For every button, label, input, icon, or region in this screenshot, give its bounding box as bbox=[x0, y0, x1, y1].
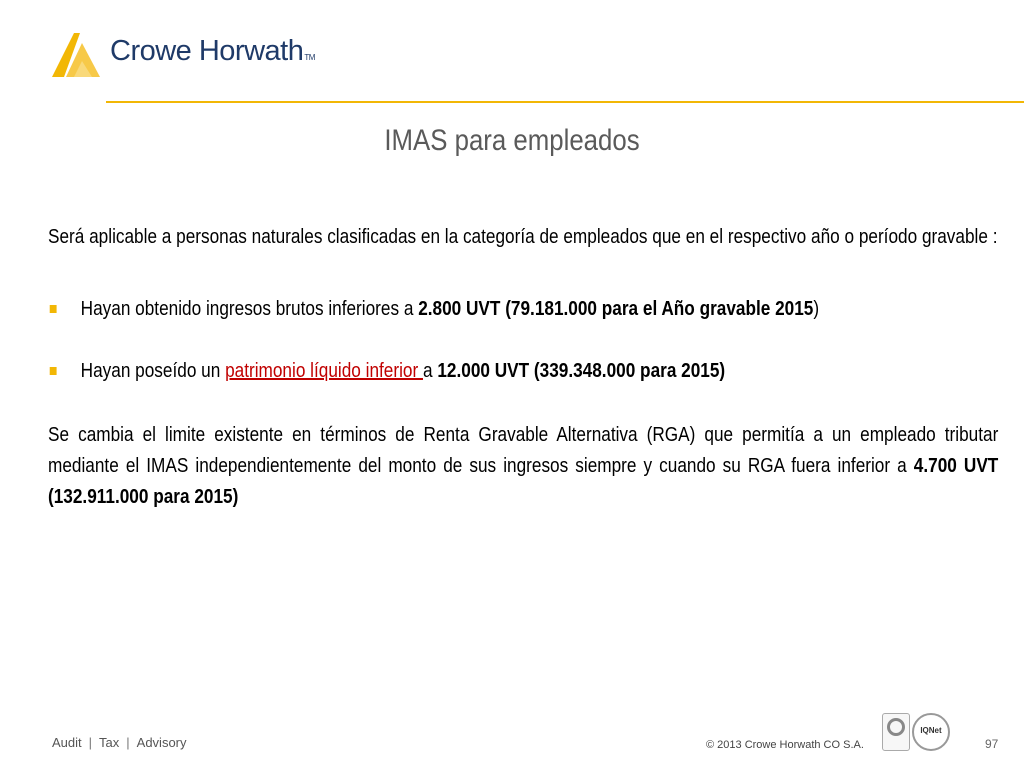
footer-separator: | bbox=[88, 735, 93, 750]
footer-copyright: © 2013 Crowe Horwath CO S.A. bbox=[706, 739, 864, 751]
bullet-1-bold: 2.800 UVT (79.181.000 para el Año gravable 2015 bbox=[418, 298, 814, 320]
logo-trademark: TM bbox=[304, 53, 315, 62]
footer-separator: | bbox=[126, 735, 130, 750]
closing-text: Se cambia el limite existente en términos de Renta Gravable Alternativa (RGA) que permitía a un empleado tributar mediante el IMAS independientemente del monto de sus ingresos siempre y cuando su RGA fuera inferior a bbox=[48, 424, 999, 477]
logo-text: Crowe Horwath bbox=[110, 35, 304, 67]
closing-bold: 4.700 UVT (132.911.000 para 2015) bbox=[48, 455, 999, 508]
slide-body-inner bbox=[48, 222, 998, 513]
bullet-square-icon bbox=[50, 367, 57, 375]
bullet-square-icon bbox=[50, 305, 57, 313]
footer-service-advisory: Advisory bbox=[136, 735, 187, 750]
patrimonio-liquido-link[interactable]: patrimonio líquido inferior bbox=[225, 360, 423, 382]
closing-paragraph bbox=[48, 420, 998, 513]
footer-service-audit: Audit bbox=[52, 735, 82, 750]
header-divider bbox=[106, 101, 1024, 103]
page-number: 97 bbox=[985, 737, 999, 751]
intro-paragraph: Será aplicable a personas naturales clasificadas en la categoría de empleados que en el respectivo año o período gravable : bbox=[48, 226, 998, 248]
bullet-2-prefix: Hayan poseído un bbox=[80, 360, 226, 382]
footer-service-tax: Tax bbox=[99, 735, 120, 750]
footer-services bbox=[52, 735, 187, 750]
iso-certification-icon bbox=[882, 713, 910, 751]
iqnet-seal-icon bbox=[912, 713, 950, 751]
iqnet-label: IQNet bbox=[920, 726, 942, 735]
bullet-2-middle: a bbox=[422, 360, 438, 382]
crowe-horwath-logo bbox=[52, 33, 332, 77]
bullet-1-prefix: Hayan obtenido ingresos brutos inferiores a bbox=[80, 298, 419, 320]
bullet-item-income bbox=[48, 294, 998, 325]
bullet-1-suffix: ) bbox=[813, 298, 820, 320]
slide-body bbox=[48, 222, 998, 513]
bullet-item-equity bbox=[48, 356, 998, 387]
logo-wordmark bbox=[110, 35, 315, 68]
certification-badges bbox=[882, 713, 954, 753]
crowe-chevron-icon bbox=[52, 33, 102, 77]
slide-title: IMAS para empleados bbox=[384, 124, 640, 157]
bullet-2-bold: 12.000 UVT (339.348.000 para 2015) bbox=[437, 360, 726, 382]
